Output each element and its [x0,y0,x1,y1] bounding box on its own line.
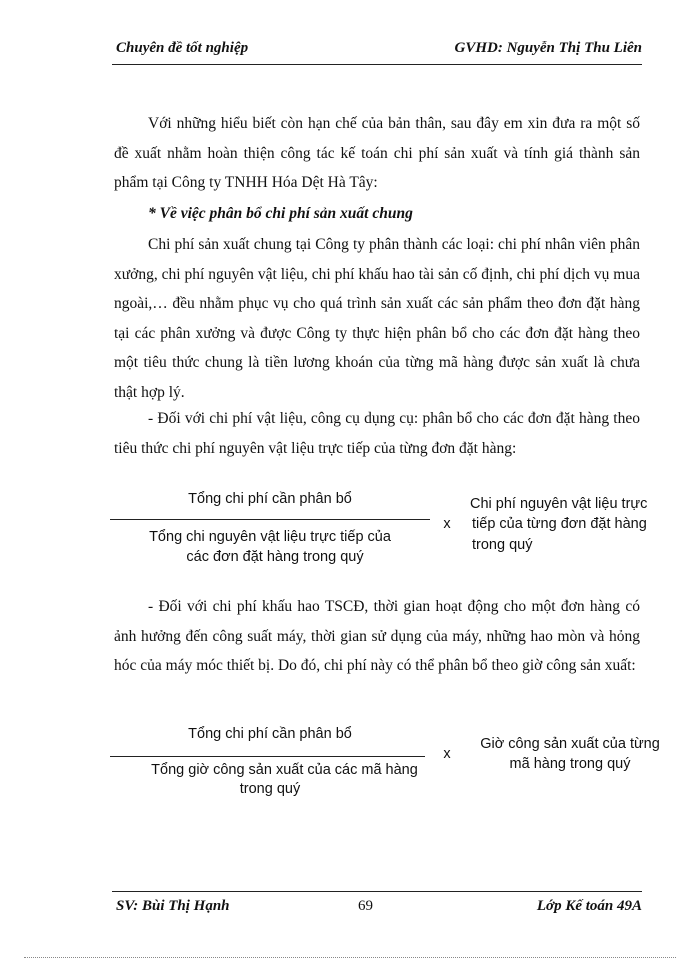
footer-left: SV: Bùi Thị Hạnh [116,898,230,914]
formula-1-operator: x [443,516,451,532]
formula-2-denominator-2: trong quý [239,781,301,797]
formula-1-numerator: Tổng chi phí cần phân bổ [188,491,352,507]
formula-1-denominator-1: Tổng chi nguyên vật liệu trực tiếp của [149,529,391,545]
section-heading: * Về việc phân bổ chi phí sản xuất chung [148,205,413,222]
paragraph-materials: - Đối với chi phí vật liệu, công cụ dụng cụ: phân bổ cho các đơn đặt hàng theo tiêu thức chi phí nguyên vật liệu trực tiếp của từng đơn đặt hàng: [114,410,640,457]
formula-1-factor-2: tiếp của từng đơn đặt hàng [472,516,647,532]
formula-2-fraction-bar [110,756,425,757]
formula-2-factor-1: Giờ công sản xuất của từng [480,736,660,752]
header-left: Chuyên đề tốt nghiệp [116,40,249,56]
paragraph-intro: Với những hiểu biết còn hạn chế của bản thân, sau đây em xin đưa ra một số đề xuất nhằm hoàn thiện công tác kế toán chi phí sản xuất và tính giá thành sản phẩm tại Công ty TNHH Hóa Dệt Hà Tây: [114,115,640,191]
page-edge-divider [24,957,676,958]
formula-1-factor-1: Chi phí nguyên vật liệu trực [470,496,648,512]
formula-2-operator: x [443,746,451,762]
footer-rule [112,891,642,892]
header-rule [112,64,642,65]
formula-1-fraction-bar [110,519,430,520]
header-right: GVHD: Nguyễn Thị Thu Liên [454,40,642,56]
formula-2-factor-2: mã hàng trong quý [509,756,631,772]
formula-1-denominator-2: các đơn đặt hàng trong quý [186,549,364,565]
page-number: 69 [358,898,373,914]
formula-2-numerator: Tổng chi phí cần phân bổ [188,726,352,742]
formula-1-factor-3: trong quý [472,537,533,553]
formula-2-denominator-1: Tổng giờ công sản xuất của các mã hàng [151,762,418,778]
paragraph-overhead: Chi phí sản xuất chung tại Công ty phân thành các loại: chi phí nhân viên phân xưởng, chi phí nguyên vật liệu, chi phí khấu hao tài sản cố định, chi phí dịch vụ mua ngoài,… đều nhằm phục vụ cho quá trình sản xuất các sản phẩm theo đơn đặt hàng tại các phân xưởng và được Công ty thực hiện phân bổ cho các đơn đặt hàng theo một tiêu thức chung là tiền lương khoán của từng mã hàng được sản xuất là chưa thật hợp lý. [114,236,640,401]
footer-right: Lớp Kế toán 49A [536,898,642,914]
paragraph-depreciation: - Đối với chi phí khấu hao TSCĐ, thời gian hoạt động cho một đơn hàng có ảnh hưởng đến công suất máy, thời gian sử dụng của máy, những hao mòn và hỏng hóc của máy móc thiết bị. Do đó, chi phí này có thể phân bổ theo giờ công sản xuất: [114,598,640,674]
